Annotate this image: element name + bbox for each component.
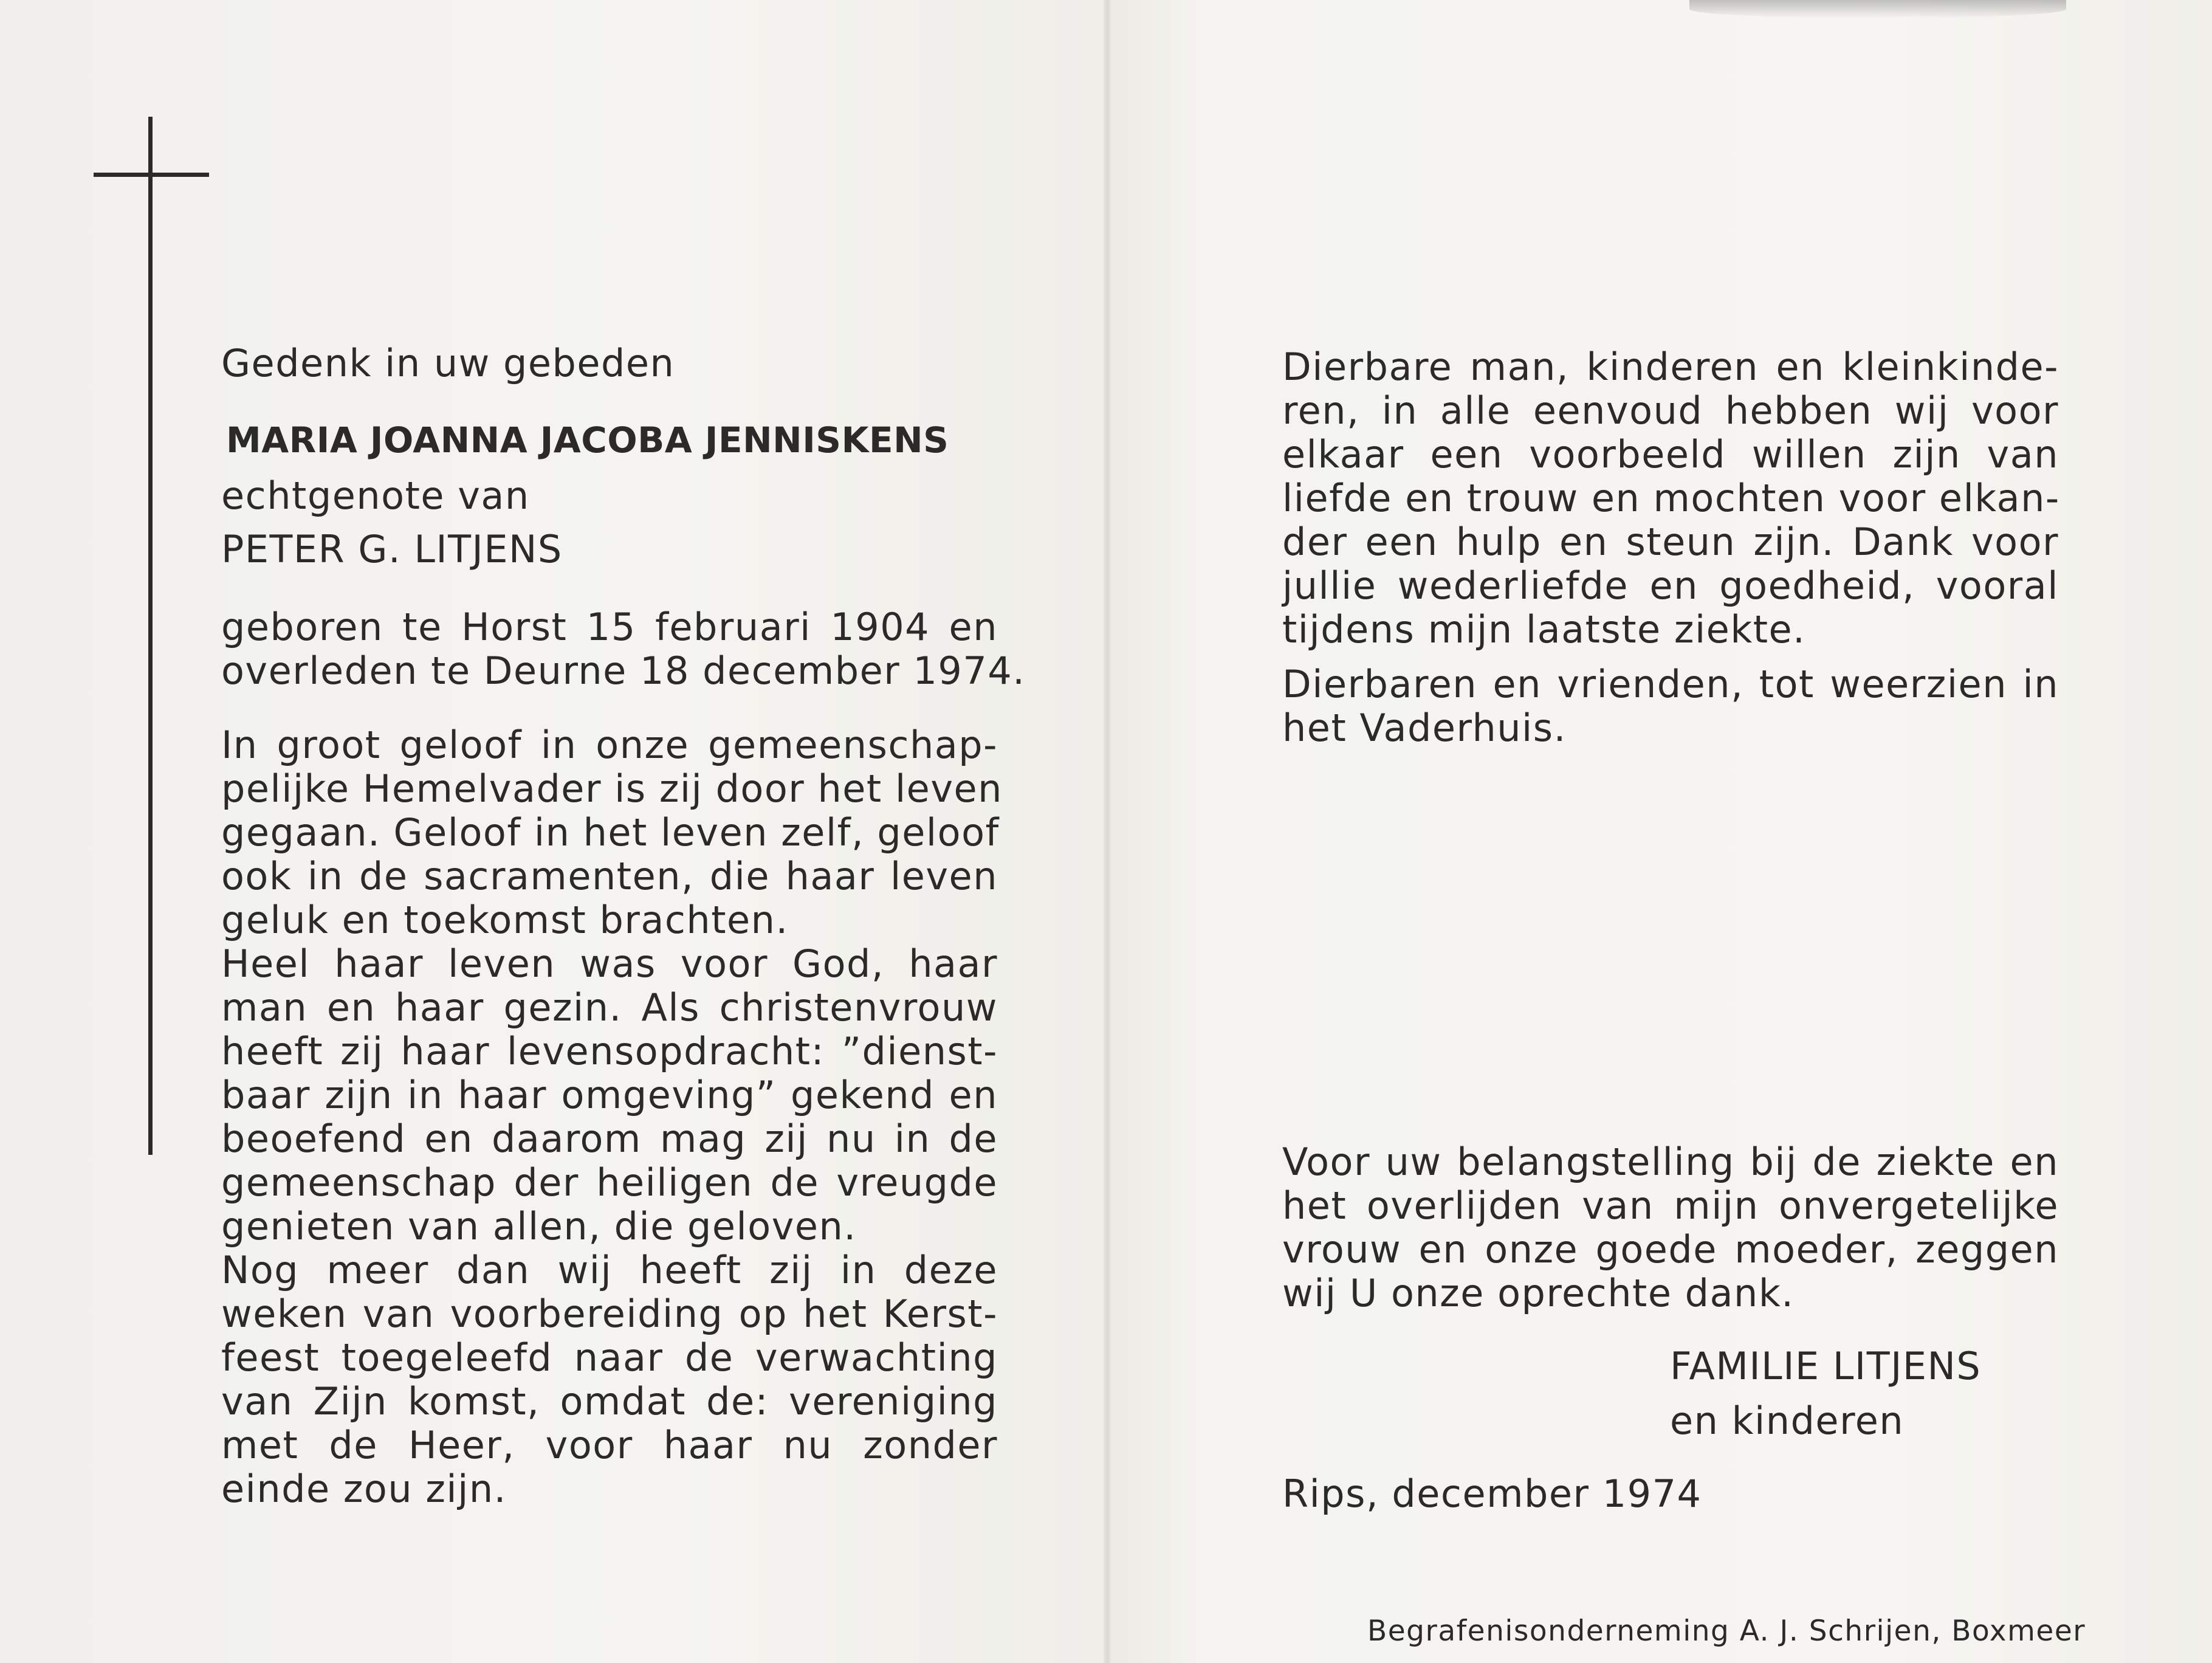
thanks-line: Voor uw belangstelling bij de ziekte en [1282, 1140, 2059, 1184]
cross-vertical-bar [148, 117, 153, 1155]
message-line: der een hulp en steun zijn. Dank voor [1282, 520, 2059, 564]
body-line: gegaan. Geloof in het leven zelf, geloof [221, 810, 1000, 855]
place-date [1282, 1472, 1829, 1516]
message-line: Dierbare man, kinderen en kleinkinde- [1282, 345, 2059, 389]
farewell-line: het Vaderhuis. [1282, 706, 1567, 750]
deceased-name [226, 418, 1010, 462]
message-line: elkaar een voorbeeld willen zijn van [1282, 432, 2059, 477]
undertaker-credit [1367, 1614, 2086, 1648]
body-line: einde zou zijn. [221, 1467, 507, 1511]
thanks-line: wij U onze oprechte dank. [1282, 1271, 1795, 1315]
body-line: ook in de sacramenten, die haar leven [221, 854, 998, 898]
body-line: Nog meer dan wij heeft zij in deze [221, 1248, 998, 1292]
birth-line: geboren te Horst 15 februari 1904 en [221, 605, 998, 649]
intro-line: Gedenk in uw gebeden [221, 341, 675, 385]
place-date-text: Rips, december 1974 [1282, 1472, 1702, 1516]
death-line: overleden te Deurne 18 december 1974. [221, 649, 1026, 693]
body-line: weken van voorbereiding op het Kerst- [221, 1292, 998, 1336]
body-line: In groot geloof in onze gemeenschap- [221, 723, 998, 767]
body-line: feest toegeleefd naar de verwachting [221, 1335, 998, 1380]
spouse-name: PETER G. LITJENS [221, 527, 563, 571]
body-line: man en haar gezin. Als christenvrouw [221, 985, 998, 1030]
deceased-name-text: MARIA JOANNA JACOBA JENNISKENS [226, 419, 949, 461]
thanks-block [1282, 1140, 2059, 1315]
birth-death-block [221, 605, 1026, 693]
spouse-block [221, 474, 1005, 571]
family-name: FAMILIE LITJENS [1670, 1344, 1982, 1388]
message-line: ren, in alle eenvoud hebben wij voor [1282, 388, 2059, 433]
message-line: tijdens mijn laatste ziekte. [1282, 607, 1806, 652]
body-line: pelijke Hemelvader is zij door het leven [221, 766, 1003, 811]
body-line: gemeenschap der heiligen de vreugde [221, 1160, 998, 1205]
cross-horizontal-bar [94, 173, 209, 177]
body-line: van Zijn komst, omdat de: vereniging [221, 1379, 998, 1424]
spouse-label: echtgenote van [221, 473, 530, 518]
card-fold [1104, 0, 1111, 1663]
body-line: met de Heer, voor haar nu zonder [221, 1423, 998, 1467]
message-block [1282, 345, 2059, 652]
intro-text [221, 342, 1005, 385]
farewell-block [1282, 663, 2059, 750]
family-subline: en kinderen [1670, 1399, 1905, 1443]
body-line: heeft zij haar levensopdracht: ”dienst- [221, 1029, 998, 1073]
body-line: genieten van allen, die geloven. [221, 1204, 857, 1248]
body-line: beoefend en daarom mag zij nu in de [221, 1117, 998, 1161]
body-line: baar zijn in haar omgeving” gekend en [221, 1073, 998, 1117]
thanks-line: vrouw en onze goede moeder, zeggen [1282, 1227, 2059, 1272]
body-line: geluk en toekomst brachten. [221, 898, 789, 942]
body-line: Heel haar leven was voor God, haar [221, 942, 998, 986]
farewell-line: Dierbaren en vrienden, tot weerzien in [1282, 662, 2059, 706]
thanks-line: het overlijden van mijn onvergetelijke [1282, 1183, 2059, 1228]
family-signature [1670, 1345, 2095, 1443]
undertaker-text: Begrafenisonderneming A. J. Schrijen, Boxmeer [1367, 1614, 2086, 1648]
scan-shadow [1689, 0, 2066, 18]
message-line: liefde en trouw en mochten voor elkan- [1282, 476, 2060, 520]
tribute-body [221, 723, 1003, 1511]
message-line: jullie wederliefde en goedheid, vooral [1282, 563, 2059, 608]
